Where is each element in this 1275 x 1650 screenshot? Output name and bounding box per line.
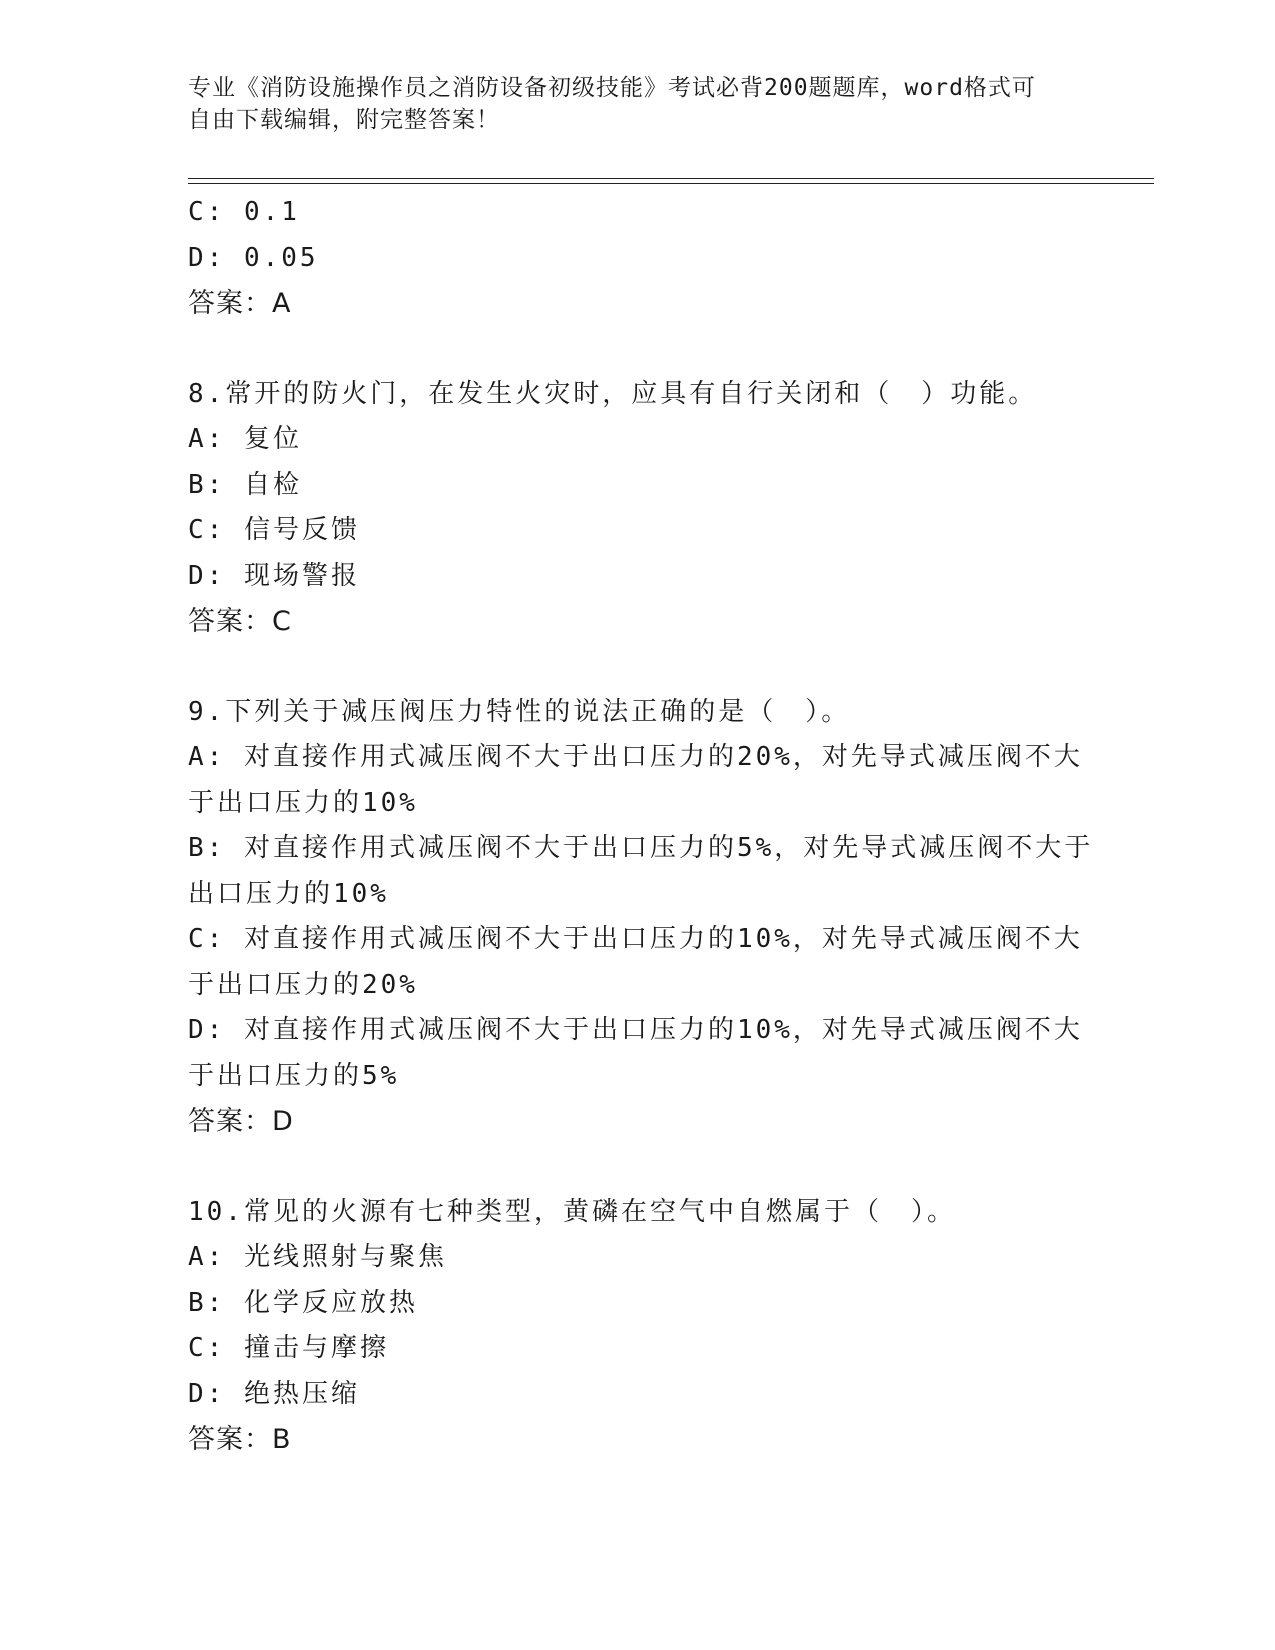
header-divider-bottom — [188, 183, 1154, 184]
option-a: A: 复位 — [188, 424, 302, 454]
answer-line: 答案：B — [188, 1424, 292, 1455]
option-d-line-2: 于出口压力的5% — [188, 1060, 400, 1091]
option-a-line-1: A: 对直接作用式减压阀不大于出口压力的20%，对先导式减压阀不大 — [188, 742, 1083, 772]
option-b-line-1: B: 对直接作用式减压阀不大于出口压力的5%，对先导式减压阀不大于 — [188, 833, 1094, 863]
option-d-line-1: D: 对直接作用式减压阀不大于出口压力的10%，对先导式减压阀不大 — [188, 1015, 1083, 1045]
option-b: B: 自检 — [188, 469, 302, 500]
option-a: A: 光线照射与聚焦 — [188, 1242, 447, 1272]
question-text: 10.常见的火源有七种类型，黄磷在空气中自燃属于（ ）。 — [188, 1196, 956, 1227]
spacer — [188, 645, 1088, 690]
question-7-tail — [188, 190, 1088, 327]
header-title-line-1: 专业《消防设施操作员之消防设备初级技能》考试必背200题题库，word格式可 — [188, 75, 1036, 101]
option-d: D: 0.05 — [188, 242, 319, 273]
option-b-line-2: 出口压力的10% — [188, 878, 389, 909]
option-d: D: 现场警报 — [188, 560, 360, 591]
option-b: B: 化学反应放热 — [188, 1287, 418, 1318]
header-divider-top — [188, 178, 1154, 179]
spacer — [188, 327, 1088, 372]
option-c-line-2: 于出口压力的20% — [188, 969, 418, 1000]
question-text: 9.下列关于减压阀压力特性的说法正确的是（ ）。 — [188, 696, 851, 727]
question-10 — [188, 1190, 1088, 1463]
spacer — [188, 1145, 1088, 1190]
option-a-line-2: 于出口压力的10% — [188, 787, 418, 818]
question-8 — [188, 372, 1088, 645]
question-list — [188, 190, 1094, 1463]
page-header — [188, 72, 1068, 136]
option-c: C: 信号反馈 — [188, 515, 360, 545]
answer-line: 答案：C — [188, 606, 292, 637]
question-text: 8.常开的防火门，在发生火灾时，应具有自行关闭和（ ）功能。 — [188, 378, 1038, 409]
answer-line: 答案：D — [188, 1106, 294, 1137]
option-d: D: 绝热压缩 — [188, 1378, 360, 1409]
header-title-line-2: 自由下载编辑，附完整答案！ — [188, 107, 500, 133]
answer-line: 答案：A — [188, 288, 292, 319]
option-c: C: 撞击与摩擦 — [188, 1333, 389, 1363]
option-c: C: 0.1 — [188, 197, 300, 227]
option-c-line-1: C: 对直接作用式减压阀不大于出口压力的10%，对先导式减压阀不大 — [188, 924, 1083, 954]
question-9 — [188, 690, 1094, 1145]
